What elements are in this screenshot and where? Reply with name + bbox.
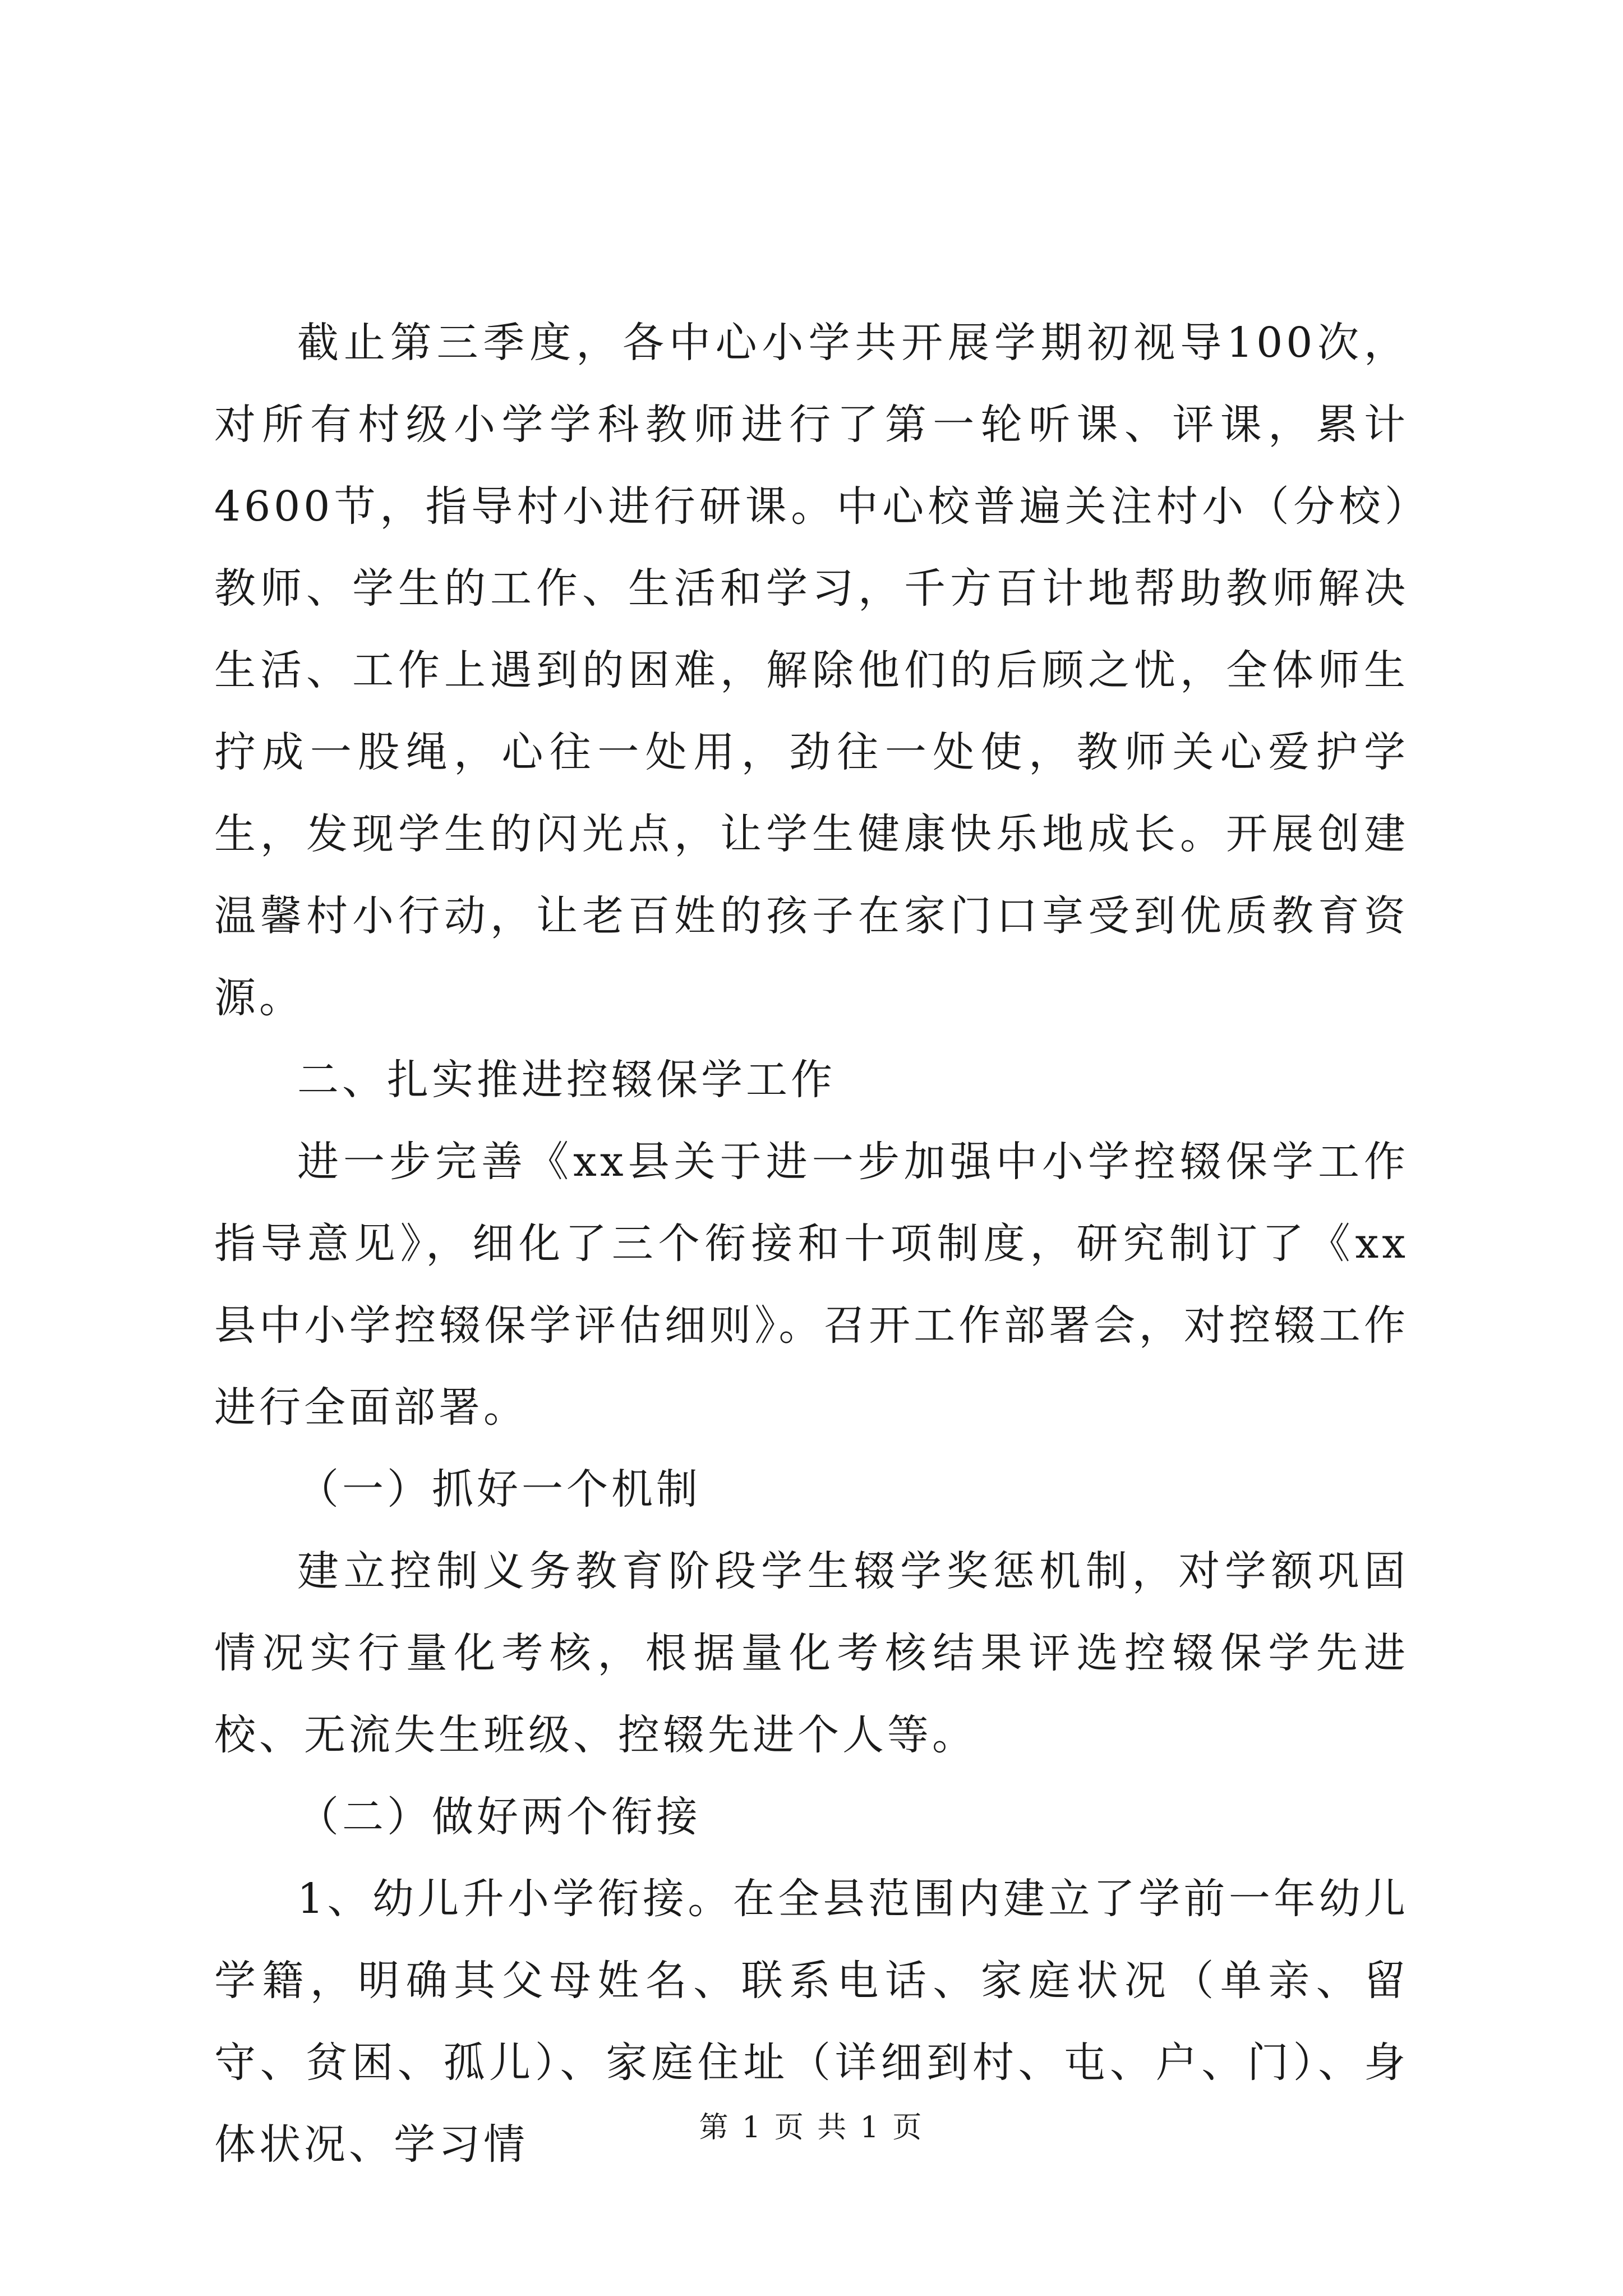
document-body: [214, 302, 1409, 2185]
section-heading-dropout-control: 二、扎实推进控辍保学工作: [297, 1056, 836, 1104]
paragraph-reward-mechanism: 建立控制义务教育阶段学生辍学奖惩机制，对学额巩固情况实行量化考核，根据量化考核结果评选控辍保学先进校、无流失生班级、控辍先进个人等。: [214, 1547, 1409, 1759]
paragraph-dropout-policy: 进一步完善《xx县关于进一步加强中小学控辍保学工作指导意见》，细化了三个衔接和十项制度，研究制订了《xx县中小学控辍保学评估细则》。召开工作部署会，对控辍工作进行全面部署。: [214, 1138, 1409, 1432]
subheading-one-mechanism: （一）抓好一个机制: [297, 1465, 701, 1513]
paragraph-inspection-summary: 截止第三季度，各中心小学共开展学期初视导100次，对所有村级小学学科教师进行了第一轮听课、评课，累计4600节，指导村小进行研课。中心校普遍关注村小（分校）教师、学生的工作、生活和学习，千方百计地帮助教师解决生活、工作上遇到的困难，解除他们的后顾之忧，全体师生拧成一股绳，心往一处用，劲往一处使，教师关心爱护学生，发现学生的闪光点，让学生健康快乐地成长。开展创建温馨村小行动，让老百姓的孩子在家门口享受到优质教育资源。: [214, 319, 1409, 1022]
page-footer: 第 1 页 共 1 页: [699, 2111, 924, 2145]
subheading-two-transitions: （二）做好两个衔接: [297, 1793, 701, 1841]
paragraph-kindergarten-transition: 1、幼儿升小学衔接。在全县范围内建立了学前一年幼儿学籍，明确其父母姓名、联系电话、家庭状况（单亲、留守、贫困、孤儿）、家庭住址（详细到村、屯、户、门）、身体状况、学习情: [214, 1875, 1409, 2169]
